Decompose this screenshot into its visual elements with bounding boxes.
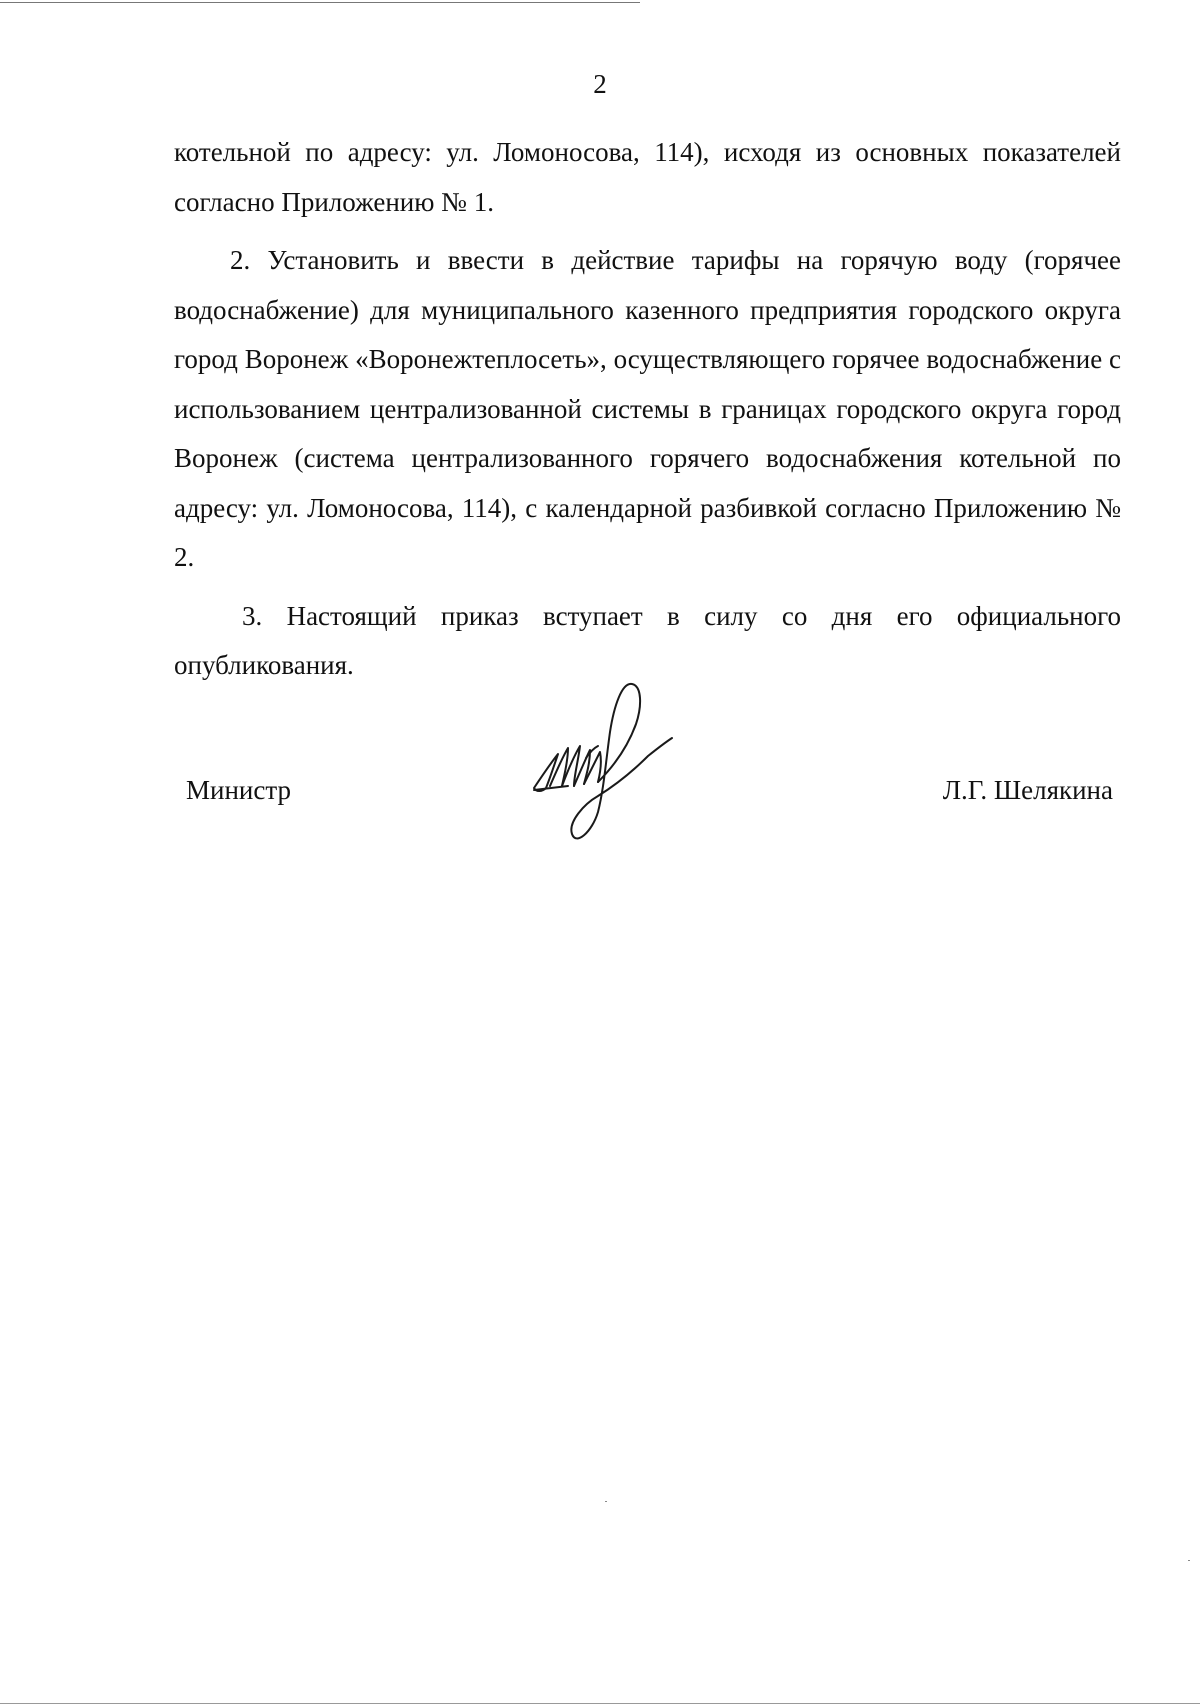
scan-edge-top	[0, 2, 640, 3]
scan-speck	[605, 1501, 607, 1502]
signer-position: Министр	[186, 775, 291, 805]
scan-speck	[1188, 1560, 1190, 1561]
signer-name: Л.Г. Шелякина	[942, 775, 1113, 805]
paragraph-item-3: 3. Настоящий приказ вступает в силу со дня его официального опубликования.	[174, 600, 1121, 680]
scan-edge-bottom	[0, 1703, 1200, 1704]
page-number: 2	[593, 69, 607, 99]
paragraph-item-2: 2. Установить и ввести в действие тарифы на горячую воду (горячее водоснабжение) для муниципального казенного предприятия городского округа город Воронеж «Воронежтеплосеть», осуществляющего горячее водоснабжение с использованием централизованной системы в границах городского округа город Воронеж (система централизованного горячего водоснабжения котельной по адресу: ул. Ломоносова, 114), с календарной разбивкой согласно Приложению № 2.	[174, 245, 1121, 572]
document-body	[174, 128, 1121, 700]
handwritten-signature	[528, 676, 688, 856]
paragraph-continuation: котельной по адресу: ул. Ломоносова, 114), исходя из основных показателей согласно Приложению № 1.	[174, 137, 1121, 217]
